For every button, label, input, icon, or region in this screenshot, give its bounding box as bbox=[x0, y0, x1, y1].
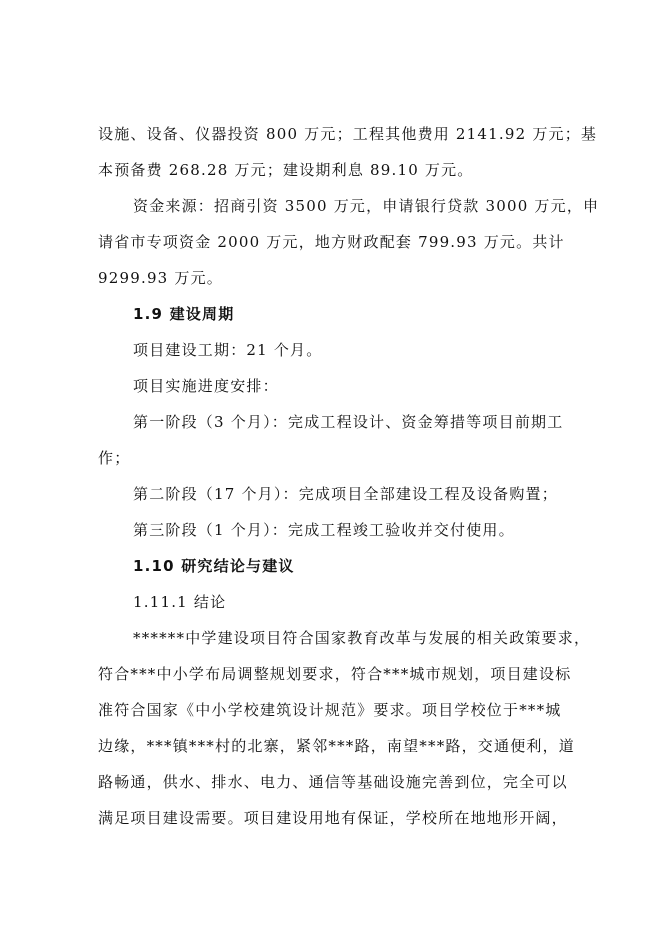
section-heading-1-9: 1.9 建设周期 bbox=[133, 305, 235, 323]
text-line-7: 项目建设工期：21 个月。 bbox=[133, 341, 323, 359]
subsection-heading-1-11-1: 1.11.1 结论 bbox=[133, 593, 227, 611]
text-line-5: 9299.93 万元。 bbox=[98, 269, 223, 287]
text-line-19: 路畅通，供水、排水、电力、通信等基础设施完善到位，完全可以 bbox=[98, 773, 568, 791]
text-line-8: 项目实施进度安排： bbox=[133, 377, 279, 395]
text-line-4: 请省市专项资金 2000 万元，地方财政配套 799.93 万元。共计 bbox=[98, 233, 565, 251]
text-line-16: 符合***中小学布局调整规划要求，符合***城市规划，项目建设标 bbox=[98, 665, 572, 683]
text-line-11: 第二阶段（17 个月）：完成项目全部建设工程及设备购置； bbox=[133, 485, 558, 503]
section-heading-1-10: 1.10 研究结论与建议 bbox=[133, 557, 295, 575]
text-line-15: ******中学建设项目符合国家教育改革与发展的相关政策要求， bbox=[133, 629, 591, 647]
text-line-10: 作； bbox=[98, 449, 131, 467]
text-line-12: 第三阶段（1 个月）：完成工程竣工验收并交付使用。 bbox=[133, 521, 515, 539]
text-line-9: 第一阶段（3 个月）：完成工程设计、资金筹措等项目前期工 bbox=[133, 413, 564, 431]
text-line-17: 准符合国家《中小学校建筑设计规范》要求。项目学校位于***城 bbox=[98, 701, 562, 719]
text-line-1: 设施、设备、仪器投资 800 万元；工程其他费用 2141.92 万元；基 bbox=[98, 125, 598, 143]
text-line-2: 本预备费 268.28 万元；建设期利息 89.10 万元。 bbox=[98, 161, 474, 179]
text-line-18: 边缘，***镇***村的北寨，紧邻***路，南望***路，交通便利，道 bbox=[98, 737, 576, 755]
text-line-20: 满足项目建设需要。项目建设用地有保证，学校所在地地形开阔， bbox=[98, 809, 568, 827]
text-line-3: 资金来源：招商引资 3500 万元，申请银行贷款 3000 万元，申 bbox=[133, 197, 600, 215]
